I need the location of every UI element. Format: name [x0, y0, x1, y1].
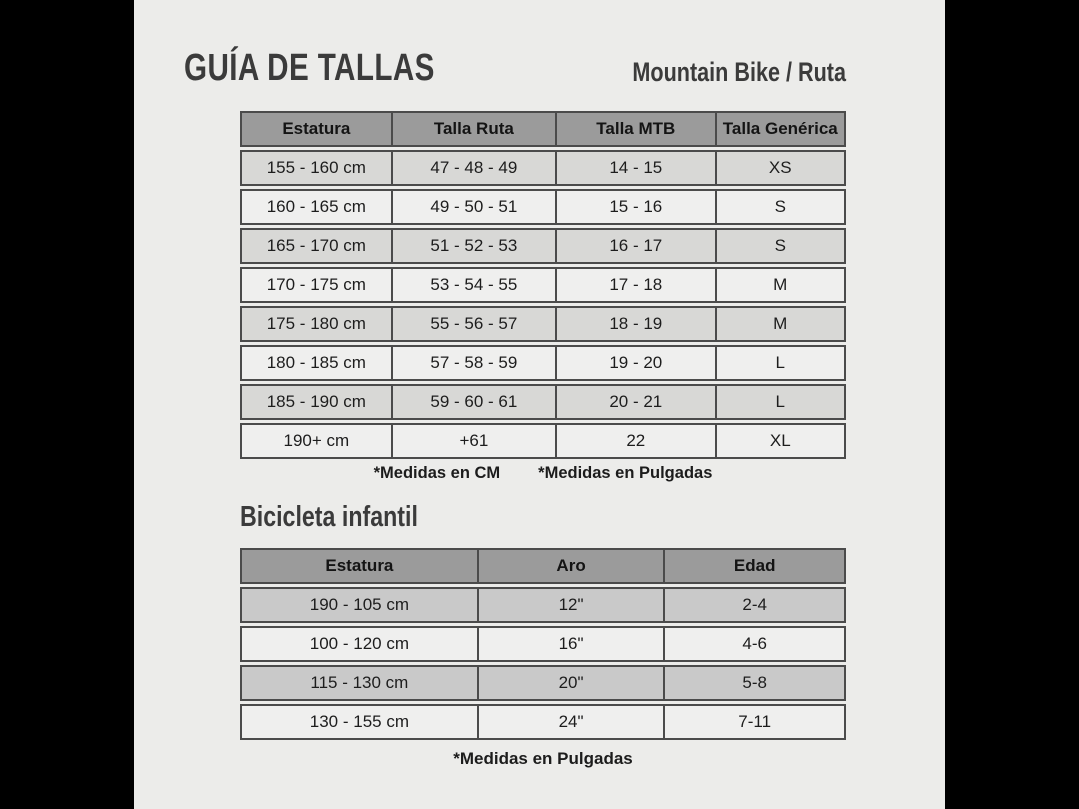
table-cell: 59 - 60 - 61	[391, 386, 555, 418]
table-cell: 180 - 185 cm	[266, 353, 366, 372]
table-cell: 115 - 130 cm	[310, 673, 409, 692]
table-row	[240, 665, 846, 701]
kids-table-header-row	[240, 548, 846, 584]
table-cell: 12"	[477, 589, 664, 621]
kids-table-footnote: *Medidas en Pulgadas	[453, 749, 633, 768]
table-cell: 55 - 56 - 57	[391, 308, 555, 340]
table-cell: L	[715, 386, 844, 418]
table-cell: 170 - 175 cm	[266, 275, 366, 294]
right-letterbox	[945, 0, 1079, 809]
table-cell: XS	[715, 152, 844, 184]
column-header-estatura: Estatura	[282, 119, 351, 138]
table-cell: L	[715, 347, 844, 379]
table-cell: S	[715, 230, 844, 262]
table-row	[240, 587, 846, 623]
column-header-edad: Edad	[663, 550, 844, 582]
table-cell: 17 - 18	[555, 269, 715, 301]
table-cell: 185 - 190 cm	[266, 392, 366, 411]
table-row	[240, 306, 846, 342]
table-cell: 100 - 120 cm	[309, 634, 409, 653]
table-row	[240, 150, 846, 186]
table-cell: 18 - 19	[555, 308, 715, 340]
kids-section-title: Bicicleta infantil	[240, 501, 418, 533]
footnote-cm: *Medidas en CM	[373, 464, 501, 482]
table-cell: 130 - 155 cm	[309, 712, 409, 731]
table-cell: 20"	[477, 667, 664, 699]
column-header-talla-generica: Talla Genérica	[715, 113, 844, 145]
table-cell: XL	[715, 425, 844, 457]
table-cell: +61	[391, 425, 555, 457]
table-cell: 190+ cm	[283, 431, 350, 450]
table-cell: 51 - 52 - 53	[391, 230, 555, 262]
left-letterbox	[0, 0, 134, 809]
table-cell: 4-6	[663, 628, 844, 660]
column-header-aro: Aro	[477, 550, 664, 582]
table-cell: 175 - 180 cm	[266, 314, 366, 333]
table-cell: 22	[555, 425, 715, 457]
table-cell: 5-8	[663, 667, 844, 699]
table-row	[240, 704, 846, 740]
table-cell: 19 - 20	[555, 347, 715, 379]
table-cell: M	[715, 308, 844, 340]
table-row	[240, 384, 846, 420]
table-cell: 190 - 105 cm	[309, 595, 409, 614]
table-cell: 7-11	[663, 706, 844, 738]
table-cell: 160 - 165 cm	[266, 197, 366, 216]
column-header-talla-mtb: Talla MTB	[555, 113, 715, 145]
table-row	[240, 345, 846, 381]
footnote-inches: *Medidas en Pulgadas	[538, 464, 713, 482]
adult-table-header-row	[240, 111, 846, 147]
table-cell: 2-4	[663, 589, 844, 621]
size-guide-canvas	[134, 0, 945, 809]
table-cell: 15 - 16	[555, 191, 715, 223]
table-row	[240, 267, 846, 303]
kids-size-table	[240, 548, 846, 743]
table-cell: 53 - 54 - 55	[391, 269, 555, 301]
column-header-estatura: Estatura	[325, 556, 394, 575]
table-row	[240, 189, 846, 225]
table-cell: 14 - 15	[555, 152, 715, 184]
table-row	[240, 423, 846, 459]
table-cell: 20 - 21	[555, 386, 715, 418]
table-row	[240, 626, 846, 662]
table-cell: S	[715, 191, 844, 223]
adult-size-table	[240, 111, 846, 462]
page-subtitle: Mountain Bike / Ruta	[632, 57, 846, 87]
table-cell: 16"	[477, 628, 664, 660]
table-cell: 47 - 48 - 49	[391, 152, 555, 184]
column-header-talla-ruta: Talla Ruta	[391, 113, 555, 145]
table-cell: M	[715, 269, 844, 301]
table-cell: 57 - 58 - 59	[391, 347, 555, 379]
page-title: GUÍA DE TALLAS	[184, 47, 435, 89]
table-cell: 165 - 170 cm	[266, 236, 366, 255]
table-cell: 155 - 160 cm	[266, 158, 366, 177]
table-row	[240, 228, 846, 264]
table-cell: 16 - 17	[555, 230, 715, 262]
adult-table-footnotes	[240, 464, 846, 483]
table-cell: 49 - 50 - 51	[391, 191, 555, 223]
table-cell: 24"	[477, 706, 664, 738]
